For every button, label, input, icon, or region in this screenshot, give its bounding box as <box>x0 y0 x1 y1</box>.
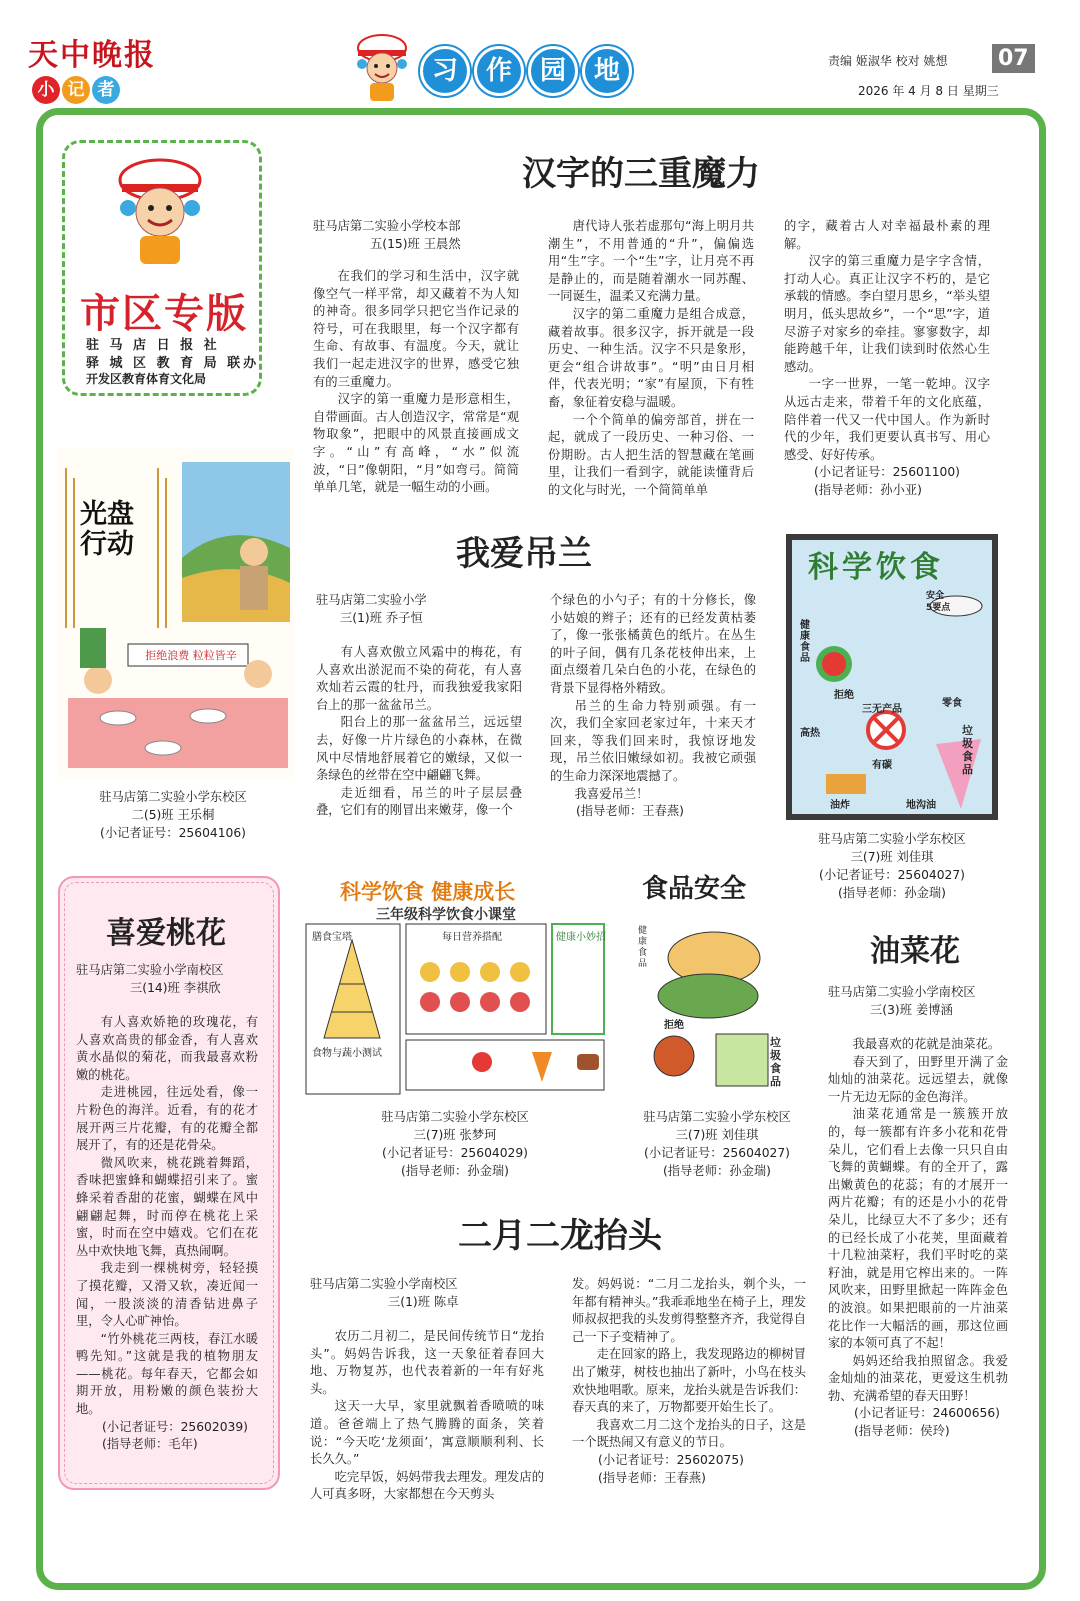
caption-school: 驻马店第二实验小学东校区 <box>99 790 247 804</box>
column-title-char: 作 <box>474 46 524 96</box>
clean-plate-drawing <box>58 448 294 778</box>
paragraph: 汉字的第二重魔力是组合成意，藏着故事。很多汉字，拆开就是一段历史、一种生活。汉字不只是象形，更会“组合讲故事”。“明”由日月相伴，代表光明；“家”有屋顶，下有牲畜，象征着安稳与温暖。 <box>548 306 754 409</box>
diet-label: 零食 <box>942 698 962 709</box>
paragraph: 油菜花通常是一簇簇开放的，每一簇都有许多小花和花骨朵儿，它们看上去像一只只自由飞舞的黄蝴蝶。有的全开了，露出嫩黄色的花蕊；有的才展开一两片花瓣；有的还是小小的花骨朵儿，比绿豆大不了多少；还有的已经长成了小花荚，里面藏着十几粒油菜籽，我们平时吃的菜籽油，就是用它榨出来的。一阵风吹来，田野里掀起一阵阵金色的波浪。如果把眼前的一片油菜花比作一大幅活的画，那这位画家的本领可真了不起！ <box>828 1107 1008 1351</box>
page-number: 07 <box>992 44 1035 73</box>
paragraph: 我喜爱吊兰！ <box>574 786 649 801</box>
caption-reporter-id: (小记者证号：25604027) <box>644 1146 790 1160</box>
caption-teacher: (指导老师：孙金瑞) <box>663 1164 771 1178</box>
food-safety-label: 拒绝 <box>664 1020 684 1031</box>
article4-title: 油菜花 <box>870 934 960 969</box>
reporter-id: (小记者证号：24600656) <box>854 1406 1000 1421</box>
column-title-char: 习 <box>420 46 470 96</box>
paragraph-continued: 发。妈妈说：“二月二龙抬头，剃个头，一年都有精神头。”我乖乖地坐在椅子上，理发师叔叔把我的头发剪得整整齐齐，我觉得自己一下子变精神了。 <box>572 1277 806 1344</box>
column-title <box>420 46 632 96</box>
science-diet-caption <box>786 830 998 902</box>
paragraph: “竹外桃花三两枝，春江水暖鸭先知。”这就是我的植物朋友——桃花。每年春天，它都会如期开放，用粉嫩的颜色装扮大地。 <box>76 1331 258 1417</box>
paragraph: 我最喜欢的花就是油菜花。 <box>852 1037 1001 1051</box>
paragraph: 走近细看，吊兰的叶子层层叠叠，它们有的刚冒出来嫩芽，像一个 <box>316 785 522 818</box>
article4-body <box>828 1036 1008 1441</box>
paragraph: 妈妈还给我拍照留念。我爱金灿灿的油菜花，更爱这生机勃勃、充满希望的春天田野！ <box>828 1353 1008 1403</box>
teacher-note: (指导老师：毛年) <box>102 1437 198 1452</box>
diet-label: 三无产品 <box>862 704 902 715</box>
article2-column-2 <box>550 592 756 821</box>
article1-title: 汉字的三重魔力 <box>522 154 760 194</box>
article1-column-3 <box>784 218 990 500</box>
teacher-note: (指导老师：王春燕) <box>576 804 684 819</box>
diet-label: 安全 <box>926 591 945 601</box>
editors-line: 责编 姬淑华 校对 姚想 <box>828 54 948 68</box>
article1-author: 五(15)班 王晨然 <box>370 237 461 251</box>
food-safety-label: 垃圾食品 <box>770 1036 781 1088</box>
diet-label: 拒绝 <box>834 690 854 701</box>
paragraph: 阳台上的那一盆盆吊兰，远远望去，好像一片片绿色的小森林，在微风中尽情地舒展着它的嫩绿，又似一条绿色的丝带在空中翩翩飞舞。 <box>316 715 522 783</box>
region-title: 市区专版 <box>80 290 248 337</box>
paragraph: 吊兰的生命力特别顽强。有一次，我们全家回老家过年，十来天才回来，等我们回来时，我惊讶地发现，吊兰依旧嫩绿如初。我被它顽强的生命力深深地震撼了。 <box>550 698 756 783</box>
diet-label: 健康食品 <box>800 620 810 664</box>
caption-school: 驻马店第二实验小学东校区 <box>381 1110 529 1124</box>
teacher-note: (指导老师：孙小亚) <box>814 482 922 497</box>
caption-teacher: (指导老师：孙金瑞) <box>401 1164 509 1178</box>
diet-label: 地沟油 <box>906 800 936 811</box>
article5-school: 驻马店第二实验小学南校区 <box>310 1277 458 1291</box>
paragraph: 我走到一棵桃树旁，轻轻摸了摸花瓣，又滑又软，凑近闻一闻，一股淡淡的清香钻进鼻子里，令人心旷神怡。 <box>76 1261 258 1329</box>
article2-school: 驻马店第二实验小学 <box>316 593 427 607</box>
issue-date: 2026 年 4 月 8 日 星期三 <box>858 84 999 98</box>
science-diet-title: 科学饮食 <box>808 550 944 585</box>
caption-school: 驻马店第二实验小学东校区 <box>643 1110 791 1124</box>
caption-reporter-id: (小记者证号：25604106) <box>100 826 246 840</box>
caption-author: 三(7)班 张梦珂 <box>413 1128 497 1142</box>
paragraph: 走在回家的路上，我发现路边的柳树冒出了嫩芽，树枝也抽出了新叶，小鸟在枝头欢快地唱歌。原来，龙抬头就是告诉我们：春天真的来了，万物都要开始生长了。 <box>572 1347 806 1415</box>
paragraph: 走进桃园，往远处看，像一片粉色的海洋。近看，有的花才展开两三片花瓣，有的花瓣全都展开了，有的还是花骨朵。 <box>76 1085 258 1153</box>
badge-char-2: 记 <box>62 76 90 104</box>
paragraph: 这天一大早，家里就飘着香喷喷的味道。爸爸端上了热气腾腾的面条，笑着说：“今天吃‘龙须面’，寓意顺顺利利、长长久久。” <box>310 1399 544 1467</box>
article1-school: 驻马店第二实验小学校本部 <box>313 219 461 233</box>
mascot-icon <box>350 28 414 104</box>
caption-reporter-id: (小记者证号：25604027) <box>819 868 965 882</box>
paragraph: 有人喜欢傲立风霜中的梅花，有人喜欢出淤泥而不染的荷花，有人喜欢灿若云霞的牡丹，而我独爱我家阳台上的那一盆盆吊兰。 <box>316 645 522 712</box>
article4-school: 驻马店第二实验小学南校区 <box>828 985 976 999</box>
paragraph: 有人喜欢娇艳的玫瑰花，有人喜欢高贵的郁金香，有人喜欢黄水晶似的菊花，而我最喜欢粉嫩的桃花。 <box>76 1015 258 1082</box>
region-line-1: 驻 马 店 日 报 社 <box>86 338 220 353</box>
teacher-note: (指导老师：王春燕) <box>598 1470 706 1485</box>
diet-class-artwork <box>302 872 608 1098</box>
paragraph: 在我们的学习和生活中，汉字就像空气一样平常，却又藏着不为人知的神奇。很多同学只把它当作记录的符号，可在我眼里，每一个汉字都有生命、有故事、有温度。今天，就让我们一起走进汉字的世界，感受它独有的三重魔力。 <box>313 269 519 389</box>
article5-column-2 <box>572 1276 806 1487</box>
diet-class-panel-label: 每日营养搭配 <box>442 932 502 943</box>
column-title-char: 园 <box>528 46 578 96</box>
article3-title: 喜爱桃花 <box>106 916 226 951</box>
region-line-2: 驿 城 区 教 育 局 联办 <box>86 356 260 371</box>
caption-teacher: (指导老师：孙金瑞) <box>838 886 946 900</box>
paragraph: 一个个简单的偏旁部首，拼在一起，就成了一段历史、一种习俗、一份期盼。古人把生活的智慧藏在笔画里，让我们一看到字，就能读懂背后的文化与时光，一个简简单单 <box>548 412 754 497</box>
diet-label: 垃圾食品 <box>962 724 973 776</box>
reporter-id: (小记者证号：25602039) <box>102 1419 248 1434</box>
clean-plate-banner: 拒绝浪费 粒粒皆辛 <box>145 649 237 662</box>
caption-reporter-id: (小记者证号：25604029) <box>382 1146 528 1160</box>
badge-char-3: 者 <box>92 76 120 104</box>
newspaper-logo: 天中晚报 <box>28 38 156 73</box>
badge-char-1: 小 <box>32 76 60 104</box>
clean-plate-title: 光盘行动 <box>80 499 134 560</box>
article1-column-1 <box>313 268 519 497</box>
article3-school: 驻马店第二实验小学南校区 <box>76 963 224 977</box>
paragraph: 一字一世界，一笔一乾坤。汉字从远古走来，带着千年的文化底蕴，陪伴着一代又一代中国人。作为新时代的少年，我们更要认真书写、用心感受、好好传承。 <box>784 377 990 462</box>
article2-title: 我爱吊兰 <box>456 534 592 574</box>
diet-label: 油炸 <box>830 800 850 811</box>
clean-plate-caption <box>62 788 284 842</box>
diet-class-subtitle: 三年级科学饮食小课堂 <box>376 907 516 923</box>
article4-author: 三(3)班 姜博涵 <box>870 1003 953 1017</box>
paragraph: 农历二月初二，是民间传统节日“龙抬头”。妈妈告诉我，这一天象征着春回大地、万物复苏，也代表着新的一年有好兆头。 <box>310 1329 544 1396</box>
article2-author: 三(1)班 乔子恒 <box>340 611 423 625</box>
caption-author: 二(5)班 王乐桐 <box>131 808 215 822</box>
article5-title: 二月二龙抬头 <box>458 1216 662 1256</box>
section-badge <box>32 76 120 104</box>
article3-body <box>76 1014 258 1454</box>
article1-column-2 <box>548 218 754 500</box>
paragraph-continued: 个绿色的小勺子；有的十分修长，像小姑娘的辫子；还有的已经发黄枯萎了，像一张张橘黄色的纸片。在丛生的叶子间，偶有几条花枝伸出来，上面点缀着几朵白色的小花，在绿色的背景下显得格外精致。 <box>550 593 756 695</box>
diet-label: 高热 <box>800 728 820 739</box>
paragraph: 汉字的第三重魔力是字字含情，打动人心。真正让汉字不朽的，是它承载的情感。李白望月思乡，“举头望明月，低头思故乡”，一个“思”字，道尽游子对家乡的牵挂。寥寥数字，却能跨越千年，让我们读到时依然心生感动。 <box>784 254 990 374</box>
caption-author: 三(7)班 刘佳琪 <box>850 850 934 864</box>
caption-school: 驻马店第二实验小学东校区 <box>818 832 966 846</box>
teacher-note: (指导老师：侯玲) <box>854 1424 950 1439</box>
caption-author: 三(7)班 刘佳琪 <box>675 1128 759 1142</box>
food-safety-artwork <box>634 866 790 1098</box>
article5-column-1 <box>310 1328 544 1504</box>
diet-label: 有碳 <box>872 760 892 771</box>
paragraph: 吃完早饭，妈妈带我去理发。理发店的人可真多呀，大家都想在今天剪头 <box>310 1469 544 1502</box>
diet-class-title: 科学饮食 健康成长 <box>340 879 516 904</box>
reporter-id: (小记者证号：25602075) <box>598 1452 744 1467</box>
diet-class-caption <box>330 1108 580 1180</box>
article3-author: 三(14)班 李祺欣 <box>130 981 221 995</box>
reporter-mascot-icon <box>100 150 220 270</box>
paragraph: 春天到了，田野里开满了金灿灿的油菜花。远远望去，就像一片无边无际的金色海洋。 <box>828 1054 1008 1104</box>
paragraph-continued: 的字，藏着古人对幸福最朴素的理解。 <box>784 219 990 251</box>
paragraph: 唐代诗人张若虚那句“海上明月共潮生”，不用普通的“升”，偏偏选用“生”字。一个“生”字，让月亮不再是静止的，而是随着潮水一同苏醒、一同诞生，温柔又充满力量。 <box>548 219 754 304</box>
diet-class-note: 食物与蔬小测试 <box>312 1048 382 1059</box>
clean-plate-artwork <box>58 448 294 778</box>
diet-class-panel-label: 膳食宝塔 <box>312 932 352 943</box>
food-safety-caption <box>614 1108 820 1180</box>
food-safety-label: 健康食品 <box>638 926 648 969</box>
paragraph: 汉字的第一重魔力是形意相生，自带画面。古人创造汉字，常常是“观物取象”，把眼中的风景直接画成文字。“山”有高峰，“水”似流波，“日”像朝阳，“月”如弯弓。简简单单几笔，就是一幅生动的小画。 <box>313 392 519 495</box>
article5-author: 三(1)班 陈卓 <box>388 1295 459 1309</box>
diet-class-panel-label: 健康小妙招 <box>556 932 606 943</box>
article2-column-1 <box>316 644 522 820</box>
diet-label: 5要点 <box>926 603 951 613</box>
region-line-3: 开发区教育体育文化局 <box>86 372 207 386</box>
reporter-id: (小记者证号：25601100) <box>814 465 960 480</box>
paragraph: 我喜欢二月二这个龙抬头的日子，这是一个既热闹又有意义的节日。 <box>572 1417 806 1450</box>
paragraph: 微风吹来，桃花跳着舞蹈，香味把蜜蜂和蝴蝶招引来了。蜜蜂采着香甜的花蜜，蝴蝶在风中翩翩起舞，时而停在桃花上采蜜，时而在空中嬉戏。它们在花丛中欢快地飞舞，真热闹啊。 <box>76 1155 258 1258</box>
column-title-char: 地 <box>582 46 632 96</box>
food-safety-title: 食品安全 <box>642 874 747 904</box>
science-diet-artwork <box>786 534 998 820</box>
